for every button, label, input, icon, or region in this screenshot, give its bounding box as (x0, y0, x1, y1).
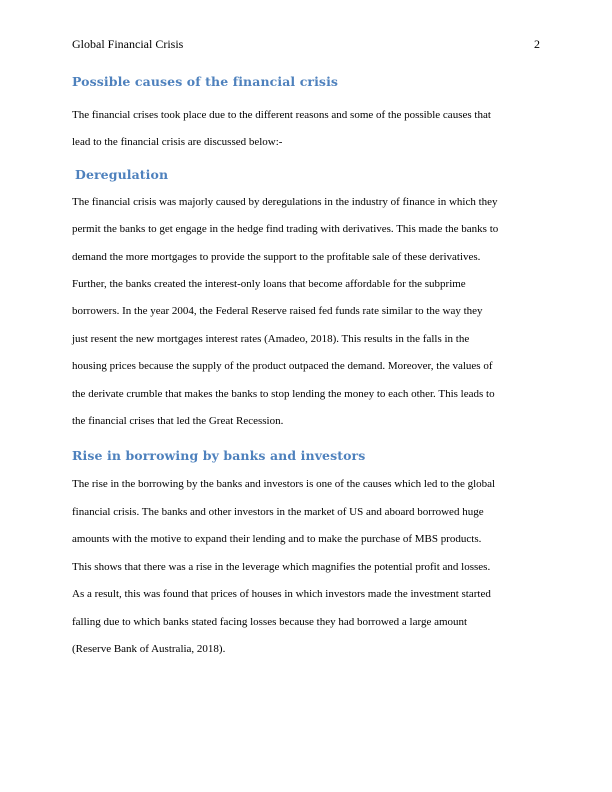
text-line: housing prices because the supply of the product outpaced the demand. Moreover, the values of (72, 360, 493, 373)
section-heading-borrowing: Rise in borrowing by banks and investors (72, 448, 366, 464)
text-line: just resent the new mortgages interest rates (Amadeo, 2018). This results in the falls in the (72, 332, 470, 345)
text-line: borrowers. In the year 2004, the Federal Reserve raised fed funds rate similar to the way they (72, 305, 483, 318)
paragraph-intro (72, 102, 540, 157)
text-line: lead to the financial crisis are discussed below:- (72, 136, 283, 149)
section-heading-causes: Possible causes of the financial crisis (72, 74, 339, 89)
running-head-title: Global Financial Crisis (72, 37, 184, 51)
paragraph-borrowing (72, 471, 540, 663)
text-line: This shows that there was a rise in the leverage which magnifies the potential profit and losses. (72, 560, 491, 573)
text-line: The financial crises took place due to the different reasons and some of the possible causes that (72, 109, 491, 121)
text-line: financial crisis. The banks and other investors in the market of US and aboard borrowed huge (72, 505, 484, 518)
text-line: demand the more mortgages to provide the support to the profitable sale of these derivatives. (72, 250, 481, 263)
text-line: The rise in the borrowing by the banks and investors is one of the causes which led to the global (72, 478, 496, 491)
page-header (72, 36, 540, 52)
text-line: The financial crisis was majorly caused by deregulations in the industry of finance in which they (72, 195, 498, 208)
text-line: the derivate crumble that makes the banks to stop lending the money to each other. This leads to (72, 387, 495, 400)
text-line: As a result, this was found that prices of houses in which investors made the investment started (72, 588, 491, 601)
text-line: permit the banks to get engage in the hedge find trading with derivatives. This made the banks to (72, 223, 499, 236)
text-line: falling due to which banks stated facing losses because they had borrowed a large amount (72, 615, 468, 628)
document-body (72, 70, 540, 663)
paragraph-deregulation (72, 189, 540, 436)
text-line: Further, the banks created the interest-only loans that become affordable for the subprime (72, 278, 466, 291)
page-number: 2 (534, 37, 540, 51)
text-line: the financial crises that led the Great Recession. (72, 415, 284, 428)
section-heading-deregulation: Deregulation (75, 166, 169, 182)
text-line: amounts with the motive to expand their lending and to make the purchase of MBS products. (72, 533, 482, 546)
text-line: (Reserve Bank of Australia, 2018). (72, 642, 226, 655)
